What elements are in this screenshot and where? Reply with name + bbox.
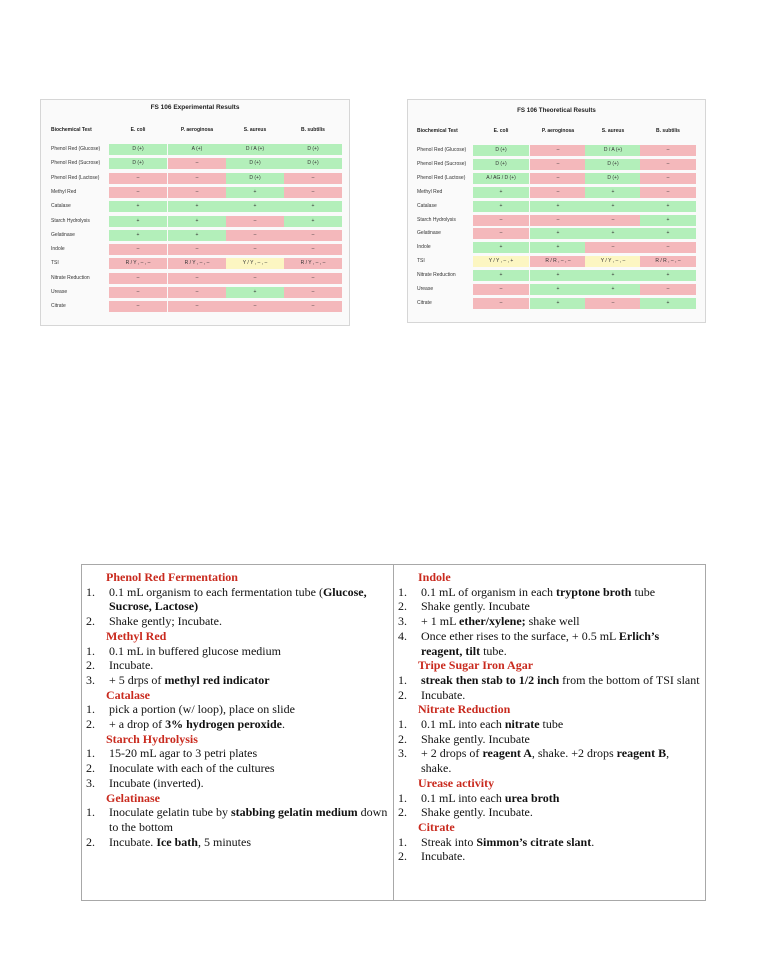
row-label-test: Nitrate Reduction	[417, 272, 456, 279]
result-cell: R / R , – , –	[530, 256, 586, 267]
section-title: Methyl Red	[106, 628, 167, 643]
result-cell: –	[284, 273, 342, 284]
step-number: 2.	[398, 805, 407, 820]
step-number: 1.	[398, 834, 407, 849]
step-text: streak then stab to 1/2 inch from the bottom of TSI slant	[421, 672, 700, 687]
procedure-step	[398, 732, 700, 747]
result-cell: +	[284, 201, 342, 212]
step-text: 0.1 mL into each urea broth	[421, 790, 560, 805]
step-number: 2.	[398, 599, 407, 614]
step-text: Inoculate gelatin tube by stabbing gelatin medium down to the bottom	[109, 805, 388, 834]
step-number: 1.	[86, 746, 95, 761]
header-organism: E. coli	[493, 128, 509, 134]
section-title: Gelatinase	[106, 790, 160, 805]
step-text: Incubate.	[421, 687, 466, 702]
procedure-step	[398, 835, 700, 850]
header-organism: B. subtilis	[656, 128, 680, 134]
section-title: Indole	[418, 570, 451, 584]
result-cell: +	[640, 270, 696, 281]
step-number: 3.	[86, 775, 95, 790]
header-biochemical-test: Biochemical Test	[51, 127, 92, 133]
step-text: 15-20 mL agar to 3 petri plates	[109, 746, 258, 761]
row-label-test: Citrate	[417, 299, 432, 306]
procedure-step	[86, 702, 388, 717]
result-cell: –	[109, 287, 167, 298]
result-cell: –	[168, 287, 226, 298]
result-cell: +	[109, 230, 167, 241]
theoretical-table-title: FS 106 Theoretical Results	[517, 107, 596, 114]
result-cell: –	[473, 228, 529, 239]
result-cell: –	[168, 187, 226, 198]
result-cell: D (+)	[473, 145, 529, 156]
procedure-step	[398, 614, 700, 629]
step-text: 0.1 mL into each nitrate tube	[421, 717, 564, 732]
result-cell: –	[226, 301, 284, 312]
result-cell: +	[473, 187, 529, 198]
step-text: Streak into Simmon’s citrate slant.	[421, 834, 595, 849]
result-cell: –	[640, 242, 696, 253]
procedures-left-column	[86, 570, 388, 849]
bold-term: Simmon’s citrate slant	[476, 834, 592, 849]
result-cell: +	[530, 228, 586, 239]
result-cell: +	[585, 270, 641, 281]
result-cell: –	[640, 187, 696, 198]
result-cell: –	[168, 244, 226, 255]
result-cell: –	[226, 230, 284, 241]
row-label-test: Methyl Red	[51, 188, 77, 195]
procedure-step	[86, 614, 388, 629]
bold-term: nitrate	[504, 717, 540, 732]
result-cell: +	[640, 201, 696, 212]
step-text: Shake gently; Incubate.	[109, 614, 222, 629]
result-cell: –	[284, 187, 342, 198]
step-number: 2.	[86, 614, 95, 629]
procedure-step	[86, 746, 388, 761]
row-label-test: Phenol Red (Sucrose)	[51, 160, 101, 167]
column-divider	[393, 565, 394, 900]
row-label-test: Phenol Red (Sucrose)	[417, 160, 467, 167]
result-cell: +	[640, 215, 696, 226]
result-cell: +	[473, 270, 529, 281]
section-title: Nitrate Reduction	[418, 702, 511, 717]
step-number: 3.	[398, 746, 407, 761]
bold-term: reagent B	[616, 746, 667, 761]
result-cell: –	[226, 216, 284, 227]
procedures-box	[81, 564, 706, 901]
row-label-test: Phenol Red (Glucose)	[51, 146, 101, 152]
procedure-step	[86, 644, 388, 659]
step-text: + 1 mL ether/xylene; shake well	[421, 614, 580, 629]
section-title: Phenol Red Fermentation	[106, 570, 238, 584]
result-cell: Y / Y , – , –	[585, 256, 641, 267]
step-number: 2.	[398, 731, 407, 746]
theoretical-results-table	[407, 99, 706, 323]
step-number: 4.	[398, 628, 407, 643]
result-cell: D (+)	[109, 144, 167, 155]
result-cell: D (+)	[585, 159, 641, 170]
result-cell: –	[226, 244, 284, 255]
result-cell: –	[109, 187, 167, 198]
header-organism: P. aeroginosa	[541, 128, 575, 134]
result-cell: D (+)	[284, 158, 342, 169]
procedure-step	[398, 599, 700, 614]
result-cell: +	[226, 201, 284, 212]
result-cell: –	[585, 242, 641, 253]
step-text: Inoculate with each of the cultures	[109, 761, 275, 776]
result-cell: D / A (+)	[585, 145, 641, 156]
result-cell: D (+)	[226, 158, 284, 169]
step-text: Shake gently. Incubate	[421, 731, 530, 746]
result-cell: +	[473, 201, 529, 212]
procedure-step	[398, 849, 700, 864]
result-cell: +	[473, 242, 529, 253]
result-cell: Y / Y , – , +	[473, 256, 529, 267]
procedure-step	[86, 658, 388, 673]
result-cell: +	[109, 216, 167, 227]
step-number: 2.	[398, 849, 407, 864]
row-label-test: Gelatinase	[417, 230, 441, 237]
result-cell: D (+)	[585, 173, 641, 184]
row-label-test: Phenol Red (Lactose)	[51, 174, 100, 181]
row-label-test: Nitrate Reduction	[51, 274, 90, 281]
result-cell: +	[530, 270, 586, 281]
row-label-test: Starch Hydrolysis	[51, 217, 90, 224]
result-cell: D (+)	[226, 173, 284, 184]
step-number: 2.	[86, 658, 95, 673]
section-title: Urease activity	[418, 775, 495, 790]
step-number: 1.	[86, 702, 95, 717]
step-text: Shake gently. Incubate.	[421, 805, 533, 820]
procedure-step	[398, 629, 700, 658]
result-cell: –	[640, 173, 696, 184]
header-organism: S. aureus	[243, 127, 267, 133]
row-label-test: Catalase	[51, 203, 71, 210]
result-cell: –	[473, 298, 529, 309]
bold-term: tryptone broth	[555, 584, 632, 599]
bold-term: Glucose, Sucrose, Lactose)	[109, 584, 367, 614]
result-cell: –	[284, 287, 342, 298]
result-cell: +	[585, 201, 641, 212]
section-title: Citrate	[418, 819, 455, 834]
step-number: 2.	[86, 717, 95, 732]
step-number: 1.	[398, 584, 407, 599]
procedure-step	[86, 776, 388, 791]
step-text: + a drop of 3% hydrogen peroxide.	[109, 717, 285, 732]
procedures-right-column	[398, 570, 700, 864]
result-cell: +	[168, 201, 226, 212]
row-label-test: Phenol Red (Glucose)	[417, 147, 467, 153]
row-label-test: Urease	[51, 289, 68, 295]
row-label-test: TSI	[417, 258, 425, 265]
result-cell: +	[585, 228, 641, 239]
row-label-test: Methyl Red	[417, 188, 443, 195]
result-cell: +	[226, 187, 284, 198]
result-cell: –	[109, 301, 167, 312]
bold-term: streak then stab to 1/2 inch	[421, 672, 560, 687]
step-number: 3.	[398, 614, 407, 629]
header-biochemical-test: Biochemical Test	[417, 128, 458, 134]
result-cell: D (+)	[284, 144, 342, 155]
header-organism: B. subtilis	[301, 127, 325, 133]
step-text: 0.1 mL organism to each fermentation tube (Glucose, Sucrose, Lactose)	[109, 584, 367, 614]
bold-term: reagent A	[482, 746, 532, 761]
step-number: 1.	[86, 584, 95, 599]
result-cell: –	[530, 215, 586, 226]
row-label-test: Citrate	[51, 303, 66, 310]
section-title: Catalase	[106, 687, 150, 702]
step-number: 2.	[398, 687, 407, 702]
step-text: + 2 drops of reagent A, shake. +2 drops reagent B, shake.	[421, 746, 670, 776]
bold-term: Erlich’s reagent, tilt	[421, 628, 660, 658]
step-number: 1.	[86, 805, 95, 820]
step-text: + 5 drps of methyl red indicator	[109, 672, 270, 687]
result-cell: –	[640, 145, 696, 156]
result-cell: +	[640, 228, 696, 239]
result-cell: –	[640, 159, 696, 170]
row-label-test: Indole	[51, 246, 65, 253]
result-cell: –	[109, 244, 167, 255]
step-text: Shake gently. Incubate	[421, 599, 530, 614]
result-cell: +	[585, 284, 641, 295]
result-cell: –	[168, 273, 226, 284]
bold-term: Ice bath	[156, 834, 198, 849]
step-number: 1.	[86, 643, 95, 658]
result-cell: +	[530, 242, 586, 253]
result-cell: +	[226, 287, 284, 298]
procedure-step	[86, 761, 388, 776]
experimental-results-table	[40, 99, 350, 326]
step-text: Incubate (inverted).	[109, 775, 204, 790]
result-cell: Y / Y , – , –	[226, 258, 284, 269]
result-cell: –	[585, 298, 641, 309]
result-cell: R / Y , – , –	[284, 258, 342, 269]
result-cell: +	[530, 284, 586, 295]
header-organism: E. coli	[130, 127, 146, 133]
procedure-step	[398, 717, 700, 732]
procedure-step	[398, 805, 700, 820]
result-cell: –	[530, 159, 586, 170]
result-cell: –	[530, 187, 586, 198]
result-cell: A / AG / D (+)	[473, 173, 529, 184]
result-cell: –	[473, 284, 529, 295]
step-number: 2.	[86, 834, 95, 849]
procedure-step	[398, 746, 700, 775]
procedure-step	[398, 673, 700, 688]
result-cell: R / R , – , –	[640, 256, 696, 267]
step-text: Once ether rises to the surface, + 0.5 mL Erlich’s reagent, tilt tube.	[421, 628, 660, 658]
bold-term: stabbing gelatin medium	[230, 805, 358, 820]
result-cell: –	[284, 173, 342, 184]
row-label-test: Gelatinase	[51, 231, 75, 238]
result-cell: +	[284, 216, 342, 227]
result-cell: +	[640, 298, 696, 309]
row-label-test: Catalase	[417, 202, 437, 209]
result-cell: –	[284, 230, 342, 241]
result-cell: –	[109, 273, 167, 284]
result-cell: –	[168, 173, 226, 184]
bold-term: ether/xylene;	[459, 614, 526, 629]
procedure-step	[398, 688, 700, 703]
result-cell: –	[530, 173, 586, 184]
step-number: 1.	[398, 790, 407, 805]
result-cell: D (+)	[109, 158, 167, 169]
procedure-step	[86, 835, 388, 850]
step-text: pick a portion (w/ loop), place on slide	[109, 702, 295, 717]
bold-term: urea broth	[504, 790, 560, 805]
row-label-test: Phenol Red (Lactose)	[417, 174, 466, 181]
step-text: Incubate.	[421, 849, 466, 864]
result-cell: D (+)	[473, 159, 529, 170]
result-cell: –	[284, 301, 342, 312]
result-cell: –	[168, 158, 226, 169]
procedure-step	[398, 585, 700, 600]
result-cell: +	[168, 230, 226, 241]
result-cell: +	[168, 216, 226, 227]
step-number: 3.	[86, 672, 95, 687]
procedure-step	[86, 805, 388, 834]
section-title: Tripe Sugar Iron Agar	[418, 658, 534, 673]
result-cell: –	[226, 273, 284, 284]
step-text: Incubate.	[109, 658, 154, 673]
result-cell: –	[168, 301, 226, 312]
experimental-table-title: FS 106 Experimental Results	[150, 104, 240, 111]
result-cell: R / Y , – , –	[168, 258, 226, 269]
header-organism: S. aureus	[601, 128, 625, 134]
step-number: 1.	[398, 672, 407, 687]
result-cell: A (+)	[168, 144, 226, 155]
result-cell: +	[530, 201, 586, 212]
step-text: Incubate. Ice bath, 5 minutes	[109, 834, 251, 849]
row-label-test: Starch Hydrolysis	[417, 216, 456, 223]
result-cell: +	[585, 187, 641, 198]
result-cell: –	[640, 284, 696, 295]
row-label-test: TSI	[51, 260, 59, 267]
result-cell: R / Y , – , –	[109, 258, 167, 269]
result-cell: –	[585, 215, 641, 226]
result-cell: –	[530, 145, 586, 156]
result-cell: D / A (+)	[226, 144, 284, 155]
result-cell: +	[109, 201, 167, 212]
bold-term: 3% hydrogen peroxide	[165, 717, 282, 732]
procedure-step	[86, 585, 388, 614]
row-label-test: Urease	[417, 286, 434, 292]
row-label-test: Indole	[417, 244, 431, 251]
procedure-step	[398, 791, 700, 806]
result-cell: –	[284, 244, 342, 255]
result-cell: –	[473, 215, 529, 226]
bold-term: methyl red indicator	[164, 672, 270, 687]
step-text: 0.1 mL of organism in each tryptone broth tube	[421, 584, 656, 599]
section-title: Starch Hydrolysis	[106, 731, 198, 746]
procedure-step	[86, 673, 388, 688]
step-number: 1.	[398, 717, 407, 732]
result-cell: –	[109, 173, 167, 184]
result-cell: +	[530, 298, 586, 309]
step-text: 0.1 mL in buffered glucose medium	[109, 643, 281, 658]
step-number: 2.	[86, 761, 95, 776]
procedure-step	[86, 717, 388, 732]
header-organism: P. aeroginosa	[180, 127, 214, 133]
